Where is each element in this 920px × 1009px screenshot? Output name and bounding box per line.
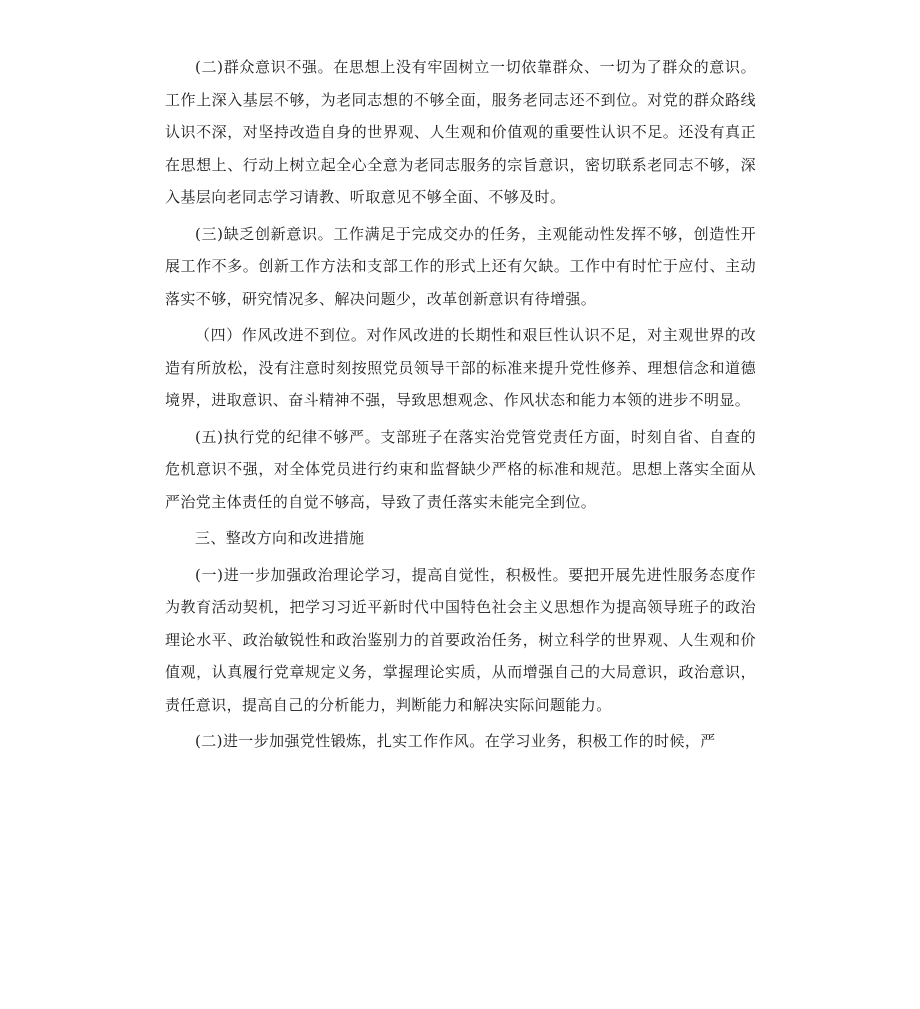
paragraph-innovation: (三)缺乏创新意识。工作满足于完成交办的任务，主观能动性发挥不够，创造性开展工作不多。创新工作方法和支部工作的形式上还有欠缺。工作中有时忙于应付、主动落实不够，研究情况多、解决问题少，改革创新意识有待增强。 <box>165 224 756 308</box>
paragraph-theory-study: (一)进一步加强政治理论学习，提高自觉性，积极性。要把开展先进性服务态度作为教育活动契机，把学习习近平新时代中国特色社会主义思想作为提高领导班子的政治理论水平、政治敏锐性和政治鉴别力的首要政治任务，树立科学的世界观、人生观和价值观，认真履行党章规定义务，掌握理论实质，从而增强自己的大局意识，政治意识，责任意识，提高自己的分析能力，判断能力和解决实际问题能力。 <box>165 565 756 714</box>
paragraph-discipline: (五)执行党的纪律不够严。支部班子在落实治党管党责任方面，时刻自省、自查的危机意识不强，对全体党员进行约束和监督缺少严格的标准和规范。思想上落实全面从严治党主体责任的自觉不够高，导致了责任落实未能完全到位。 <box>165 427 756 511</box>
paragraph-work-style: （四）作风改进不到位。对作风改进的长期性和艰巨性认识不足，对主观世界的改造有所放松，没有注意时刻按照党员领导干部的标准来提升党性修养、理想信念和道德境界，进取意识、奋斗精神不强，导致思想观念、作风状态和能力本领的进步不明显。 <box>165 326 756 409</box>
paragraph-mass-awareness: (二)群众意识不强。在思想上没有牢固树立一切依靠群众、一切为了群众的意识。工作上深入基层不够，为老同志想的不够全面，服务老同志还不到位。对党的群众路线认识不深，对坚持改造自身的世界观、人生观和价值观的重要性认识不足。还没有真正在思想上、行动上树立起全心全意为老同志服务的宗旨意识，密切联系老同志不够，深入基层向老同志学习请教、听取意见不够全面、不够及时。 <box>165 58 756 206</box>
document-body <box>165 51 756 762</box>
section-heading-rectification: 三、整改方向和改进措施 <box>195 529 365 547</box>
paragraph-party-discipline: (二)进一步加强党性锻炼，扎实工作作风。在学习业务，积极工作的时候，严 <box>195 732 716 750</box>
